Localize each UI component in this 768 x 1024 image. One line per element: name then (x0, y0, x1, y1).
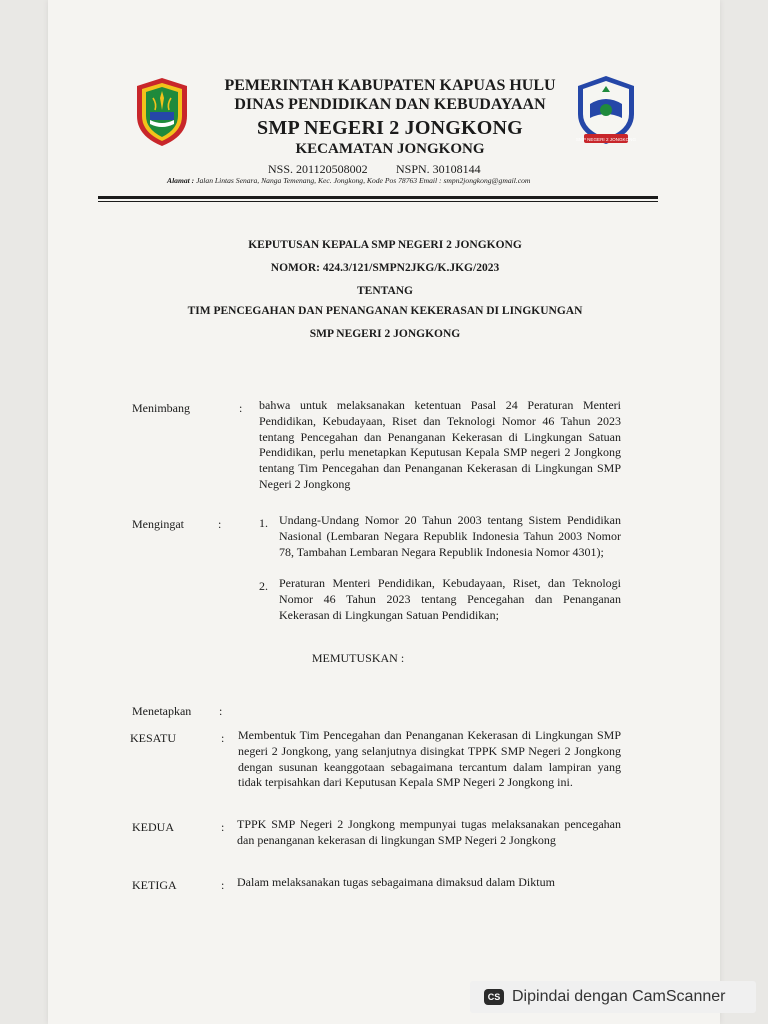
ketiga-text: Dalam melaksanakan tugas sebagaimana dimaksud dalam Diktum (237, 875, 555, 889)
kedua-text: TPPK SMP Negeri 2 Jongkong mempunyai tugas melaksanakan pencegahan dan penanganan kekerasan di lingkungan SMP Negeri 2 Jongkong (237, 817, 621, 847)
address-text: Jalan Lintas Senara, Nanga Temenang, Kec. Jongkong, Kode Pos 78763 Email : smpn2jongkong@gmail.com (196, 176, 531, 185)
camscanner-text: Dipindai dengan CamScanner (512, 988, 726, 1005)
mengingat-colon: : (218, 517, 222, 531)
mengingat-item-2-text: Peraturan Menteri Pendidikan, Kebudayaan, Riset, dan Teknologi Nomor 46 Tahun 2023 tentang Pencegahan dan Penanganan Kekerasan di Lingkungan Satuan Pendidikan; (279, 576, 621, 622)
decree-number: NOMOR: 424.3/121/SMPN2JKG/K.JKG/2023 (270, 262, 500, 274)
menetapkan-label: Menetapkan (132, 704, 192, 718)
ketiga-label: KETIGA (132, 878, 177, 892)
letterhead-department: DINAS PENDIDIKAN DAN KEBUDAYAAN (234, 96, 546, 113)
school-emblem-icon (574, 74, 638, 148)
letterhead-nss: NSS. 201120508002 (268, 162, 368, 176)
ketiga-colon: : (221, 878, 225, 892)
letterhead-district: KECAMATAN JONGKONG (295, 141, 485, 157)
letterhead-rule-thin (98, 201, 658, 202)
camscanner-watermark (470, 981, 756, 1013)
mengingat-item-1-number: 1. (259, 516, 268, 530)
letterhead-school: SMP NEGERI 2 JONGKONG (257, 117, 523, 139)
letterhead-address (167, 176, 607, 185)
mengingat-item-2-number: 2. (259, 579, 268, 593)
mengingat-label: Mengingat (132, 517, 184, 531)
camscanner-icon: CS (484, 989, 504, 1005)
menimbang-text: bahwa untuk melaksanakan ketentuan Pasal 24 Peraturan Menteri Pendidikan, Kebudayaan, Riset dan Teknologi Nomor 46 Tahun 2023 tentang Pencegahan dan Penanganan Kekerasan di Lingkungan Satuan Pendidikan, perlu menetapkan Keputusan Kepala SMP negeri 2 Jongkong tentang Tim Pencegahan dan Penanganan Kekerasan di Lingkungan SMP Negeri 2 Jongkong (259, 398, 621, 491)
mengingat-item-1-text: Undang-Undang Nomor 20 Tahun 2003 tentang Sistem Pendidikan Nasional (Lembaran Negara Republik Indonesia Tahun 2003 Nomor 78, Tambahan Lembaran Negara Republik Indonesia Nomor 4301); (279, 513, 621, 559)
letterhead-rule-thick (98, 196, 658, 199)
decree-subject-school: SMP NEGERI 2 JONGKONG (309, 328, 461, 340)
address-label: Alamat : (167, 176, 195, 185)
letterhead-government: PEMERINTAH KABUPATEN KAPUAS HULU (224, 77, 556, 94)
kapuas-hulu-emblem-icon (133, 76, 191, 148)
memutuskan-heading: MEMUTUSKAN : (311, 651, 405, 665)
right-logo-banner: SMP NEGERI 2 JONGKONG (575, 137, 637, 142)
menetapkan-colon: : (219, 704, 223, 718)
decree-title: KEPUTUSAN KEPALA SMP NEGERI 2 JONGKONG (248, 239, 522, 251)
kesatu-label: KESATU (130, 731, 177, 745)
decree-subject: TIM PENCEGAHAN DAN PENANGANAN KEKERASAN DI LINGKUNGAN (187, 305, 583, 317)
decree-tentang: TENTANG (356, 285, 414, 297)
kesatu-colon: : (221, 731, 225, 745)
kedua-colon: : (221, 820, 225, 834)
kedua-label: KEDUA (132, 820, 174, 834)
letterhead-nspn: NSPN. 30108144 (396, 162, 481, 176)
menimbang-label: Menimbang (132, 401, 190, 415)
menimbang-colon: : (239, 401, 243, 415)
kesatu-text: Membentuk Tim Pencegahan dan Penanganan Kekerasan di Lingkungan SMP negeri 2 Jongkong, yang selanjutnya disingkat TPPK SMP Negeri 2 Jongkong dengan susunan keanggotaan sebagaimana tercantum dalam lampiran yang tidak terpisahkan dari Keputusan Kepala SMP Negeri 2 Jongkong ini. (238, 728, 621, 790)
